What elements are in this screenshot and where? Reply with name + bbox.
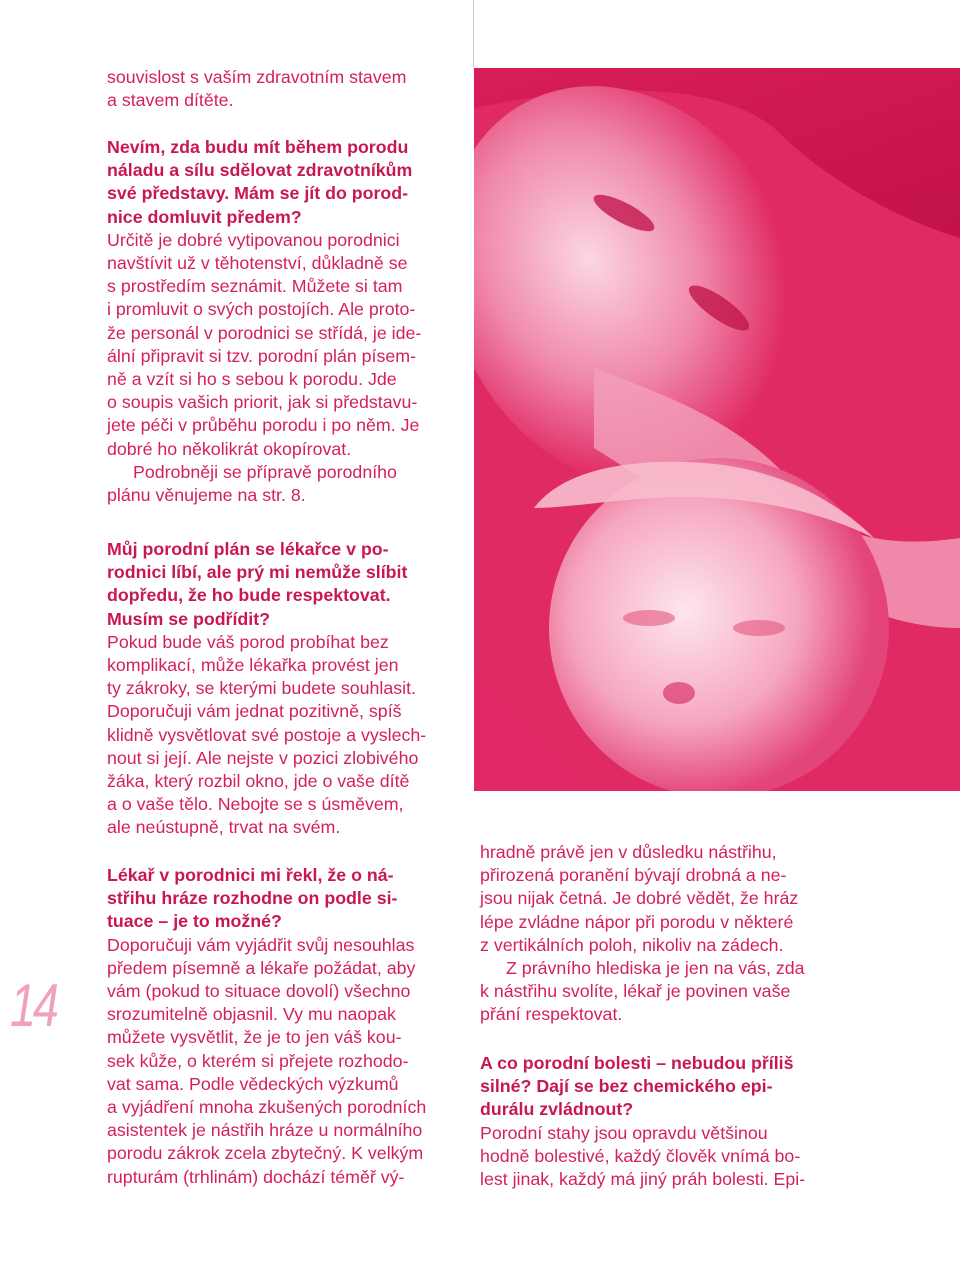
answer-line: Podrobněji se přípravě porodního [133,461,397,482]
answer-line: ale neústupně, trvat na svém. [107,817,341,838]
answer-line: žáka, který rozbil okno, jde o vaše dítě [107,771,410,792]
answer-line: ty zákroky, se kterými budete souhlasit. [107,678,416,699]
answer-line: navštívit už v těhotenství, důkladně se [107,253,408,274]
text-line: k nástřihu svolíte, lékař je povinen vaše [480,981,791,1002]
answer-line: Porodní stahy jsou opravdu většinou [480,1122,768,1143]
text-line: z vertikálních poloh, nikoliv na zádech. [480,934,784,955]
question-line: střihu hráze rozhodne on podle si- [107,888,398,909]
answer-line: a o vaše tělo. Nebojte se s úsměvem, [107,794,404,815]
answer-line: Doporučuji vám vyjádřit svůj nesouhlas [107,934,415,955]
answer-line: hodně bolestivé, každý člověk vnímá bo- [480,1145,801,1166]
text-line: hradně právě jen v důsledku nástřihu, [480,842,777,862]
question-4 [480,1052,832,1191]
question-line: nice domluvit předem? [107,206,302,227]
answer-line: Určitě je dobré vytipovanou porodnici [107,229,400,250]
answer-line: porodu zákrok zcela zbytečný. K velkým [107,1143,424,1164]
text-line: a stavem dítěte. [107,90,234,111]
question-line: dopředu, že ho bude respektovat. [107,585,391,606]
question-line: Lékař v porodnici mi řekl, že o ná- [107,865,394,885]
text-line: souvislost s vaším zdravotním stavem [107,67,407,87]
answer-line: ální připravit si tzv. porodní plán písem- [107,345,417,366]
answer-line: srozumitelně objasnil. Vy mu naopak [107,1004,396,1025]
text-line: lépe zvládne nápor při porodu v některé [480,911,794,932]
answer-line: vat sama. Podle vědeckých výzkumů [107,1073,399,1094]
answer-line: Pokud bude váš porod probíhat bez [107,631,389,652]
question-3 [107,864,462,1189]
answer-line: rupturám (trhlinám) dochází téměř vý- [107,1166,405,1187]
question-line: Můj porodní plán se lékařce v po- [107,539,389,559]
answer-line: i promluvit o svých postojích. Ale proto- [107,299,416,320]
answer-line: ně a vzít si ho s sebou k porodu. Jde [107,369,397,390]
answer-line: a vyjádření mnoha zkušených porodních [107,1097,427,1118]
answer-line: předem písemně a lékaře požádat, aby [107,957,416,978]
question-line: Nevím, zda budu mít během porodu [107,137,409,157]
answer-line: nout si její. Ale nejste v pozici zlobivého [107,747,419,768]
question-line: náladu a sílu sdělovat zdravotníkům [107,160,413,181]
question-line: durálu zvládnout? [480,1099,634,1120]
page-divider [473,0,474,68]
answer-line: komplikací, může lékařka provést jen [107,655,399,676]
question-line: silné? Dají se bez chemického epi- [480,1076,773,1097]
question-line: tuace – je to možné? [107,911,282,932]
answer-line: o soupis vašich priorit, jak si představu- [107,392,418,413]
question-line: A co porodní bolesti – nebudou příliš [480,1053,794,1073]
answer-line: dobré ho několikrát okopírovat. [107,438,352,459]
text-line: jsou nijak četná. Je dobré vědět, že hráz [480,888,799,909]
answer-line: vám (pokud to situace dovolí) všechno [107,981,411,1002]
question-2 [107,538,462,840]
answer-line: můžete vysvětlit, že je to jen váš kou- [107,1027,402,1048]
answer-line: plánu věnujeme na str. 8. [107,485,306,506]
answer-line: že personál v porodnici se střídá, je ide- [107,322,422,343]
answer-line: Doporučuji vám jednat pozitivně, spíš [107,701,402,722]
page-number: 14 [10,972,56,1039]
answer-line: jete péči v průběhu porodu i po něm. Je [107,415,420,436]
text-line: přirozená poranění bývají drobná a ne- [480,865,787,886]
answer-line: s prostředím seznámit. Můžete si tam [107,276,403,297]
answer-line: lest jinak, každý má jiný práh bolesti. Epi- [480,1169,806,1190]
answer-line: sek kůže, o kterém si přejete rozhodo- [107,1050,409,1071]
question-1 [107,136,462,507]
answer-line: klidně vysvětlovat své postoje a vyslech- [107,724,427,745]
question-line: rodnici líbí, ale prý mi nemůže slíbit [107,562,408,583]
text-line: přání respektovat. [480,1004,623,1025]
intro-paragraph [107,66,462,112]
question-line: Musím se podřídit? [107,608,271,629]
question-line: své představy. Mám se jít do porod- [107,183,409,204]
mother-child-photo [474,68,960,791]
continuation-paragraph [480,841,832,1027]
answer-line: asistentek je nástřih hráze u normálního [107,1120,423,1141]
text-line: Z právního hlediska je jen na vás, zda [506,958,805,979]
